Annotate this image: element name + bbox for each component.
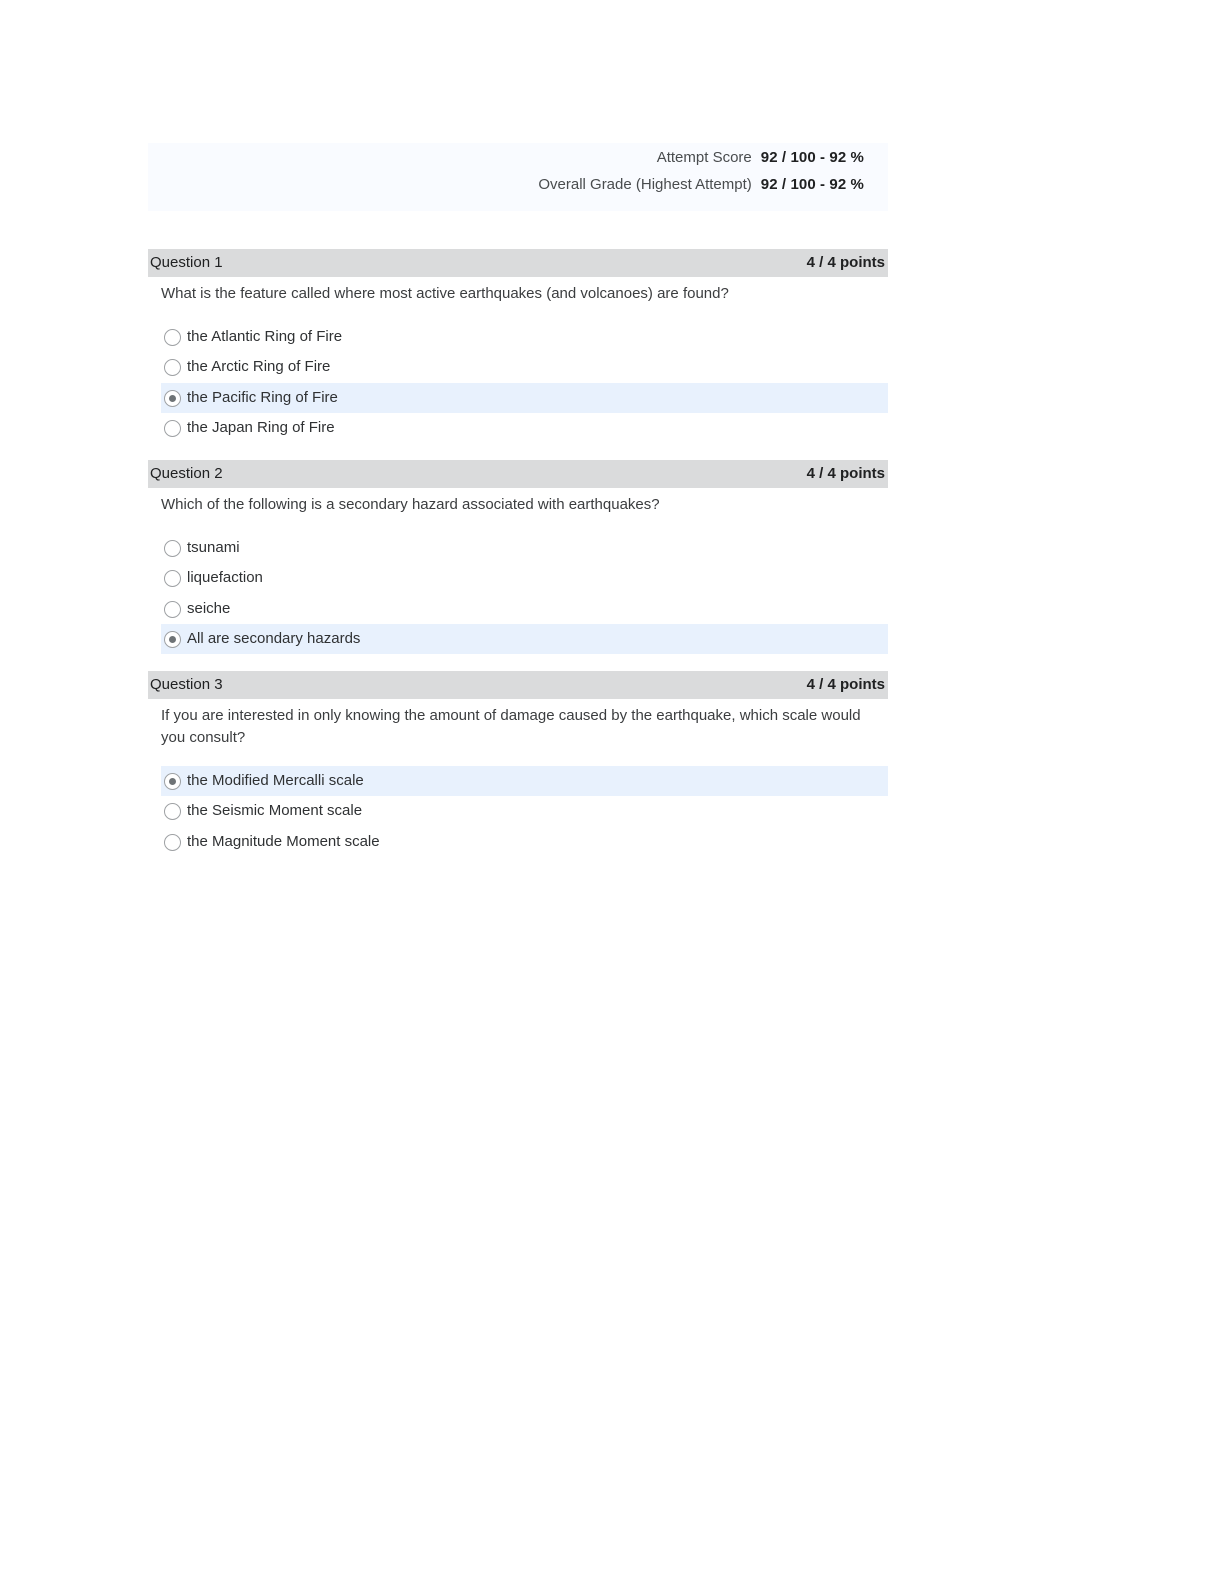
- question-points: 4 / 4 points: [806, 254, 885, 271]
- answer-option-label: the Arctic Ring of Fire: [187, 358, 331, 376]
- radio-dot-icon: [169, 636, 176, 643]
- answer-option-label: tsunami: [187, 539, 240, 556]
- radio-dot-icon: [169, 395, 176, 402]
- radio-dot-icon: [169, 778, 176, 785]
- question-text: Which of the following is a secondary hazard associated with earthquakes?: [161, 496, 660, 513]
- answer-option[interactable]: [161, 766, 888, 796]
- question-points: 4 / 4 points: [806, 465, 885, 482]
- radio-button[interactable]: [164, 631, 181, 648]
- radio-button[interactable]: [164, 803, 181, 820]
- radio-button[interactable]: [164, 773, 181, 790]
- answer-options: [148, 766, 888, 857]
- quiz-content: [148, 143, 888, 850]
- overall-grade-row: [538, 176, 864, 194]
- question-header: [148, 460, 888, 488]
- answer-option[interactable]: [161, 563, 888, 593]
- question-header: [148, 671, 888, 699]
- radio-button[interactable]: [164, 390, 181, 407]
- radio-button[interactable]: [164, 540, 181, 557]
- overall-grade-label: Overall Grade (Highest Attempt): [538, 176, 752, 193]
- question-title: Question 2: [150, 465, 223, 482]
- answer-option-label: the Magnitude Moment scale: [187, 832, 380, 850]
- radio-button[interactable]: [164, 570, 181, 587]
- answer-option[interactable]: [161, 594, 888, 624]
- answer-options: [148, 322, 888, 443]
- question-title: Question 3: [150, 676, 223, 693]
- overall-grade-value: 92 / 100 - 92 %: [760, 176, 864, 193]
- question-title: Question 1: [150, 254, 223, 271]
- answer-option[interactable]: [161, 533, 888, 563]
- radio-button[interactable]: [164, 359, 181, 376]
- question-header: [148, 249, 888, 277]
- answer-option[interactable]: [161, 624, 888, 654]
- attempt-score-label: Attempt Score: [656, 149, 752, 166]
- radio-button[interactable]: [164, 601, 181, 618]
- answer-option[interactable]: [161, 352, 888, 382]
- score-summary: [148, 143, 888, 211]
- question-text: What is the feature called where most active earthquakes (and volcanoes) are found?: [161, 285, 729, 302]
- radio-button[interactable]: [164, 329, 181, 346]
- attempt-score-row: [657, 149, 864, 167]
- answer-option-label: the Seismic Moment scale: [187, 802, 363, 820]
- answer-option[interactable]: [161, 796, 888, 826]
- question-3: [148, 671, 888, 857]
- radio-button[interactable]: [164, 834, 181, 851]
- answer-option-label: seiche: [187, 599, 231, 617]
- question-2: [148, 460, 888, 654]
- answer-option-label: All are secondary hazards: [187, 629, 361, 647]
- radio-button[interactable]: [164, 420, 181, 437]
- answer-option[interactable]: [161, 413, 888, 443]
- attempt-score-value: 92 / 100 - 92 %: [760, 149, 864, 166]
- answer-option-label: the Atlantic Ring of Fire: [187, 328, 343, 345]
- answer-option[interactable]: [161, 827, 888, 857]
- answer-option-label: the Modified Mercalli scale: [187, 772, 364, 789]
- answer-option[interactable]: [161, 383, 888, 413]
- answer-options: [148, 533, 888, 654]
- question-1: [148, 249, 888, 443]
- answer-option[interactable]: [161, 322, 888, 352]
- answer-option-label: the Japan Ring of Fire: [187, 418, 335, 436]
- question-text: If you are interested in only knowing the amount of damage caused by the earthquake, which scale would you consult?: [161, 707, 861, 746]
- answer-option-label: the Pacific Ring of Fire: [187, 388, 338, 406]
- question-points: 4 / 4 points: [806, 676, 885, 693]
- answer-option-label: liquefaction: [187, 569, 263, 587]
